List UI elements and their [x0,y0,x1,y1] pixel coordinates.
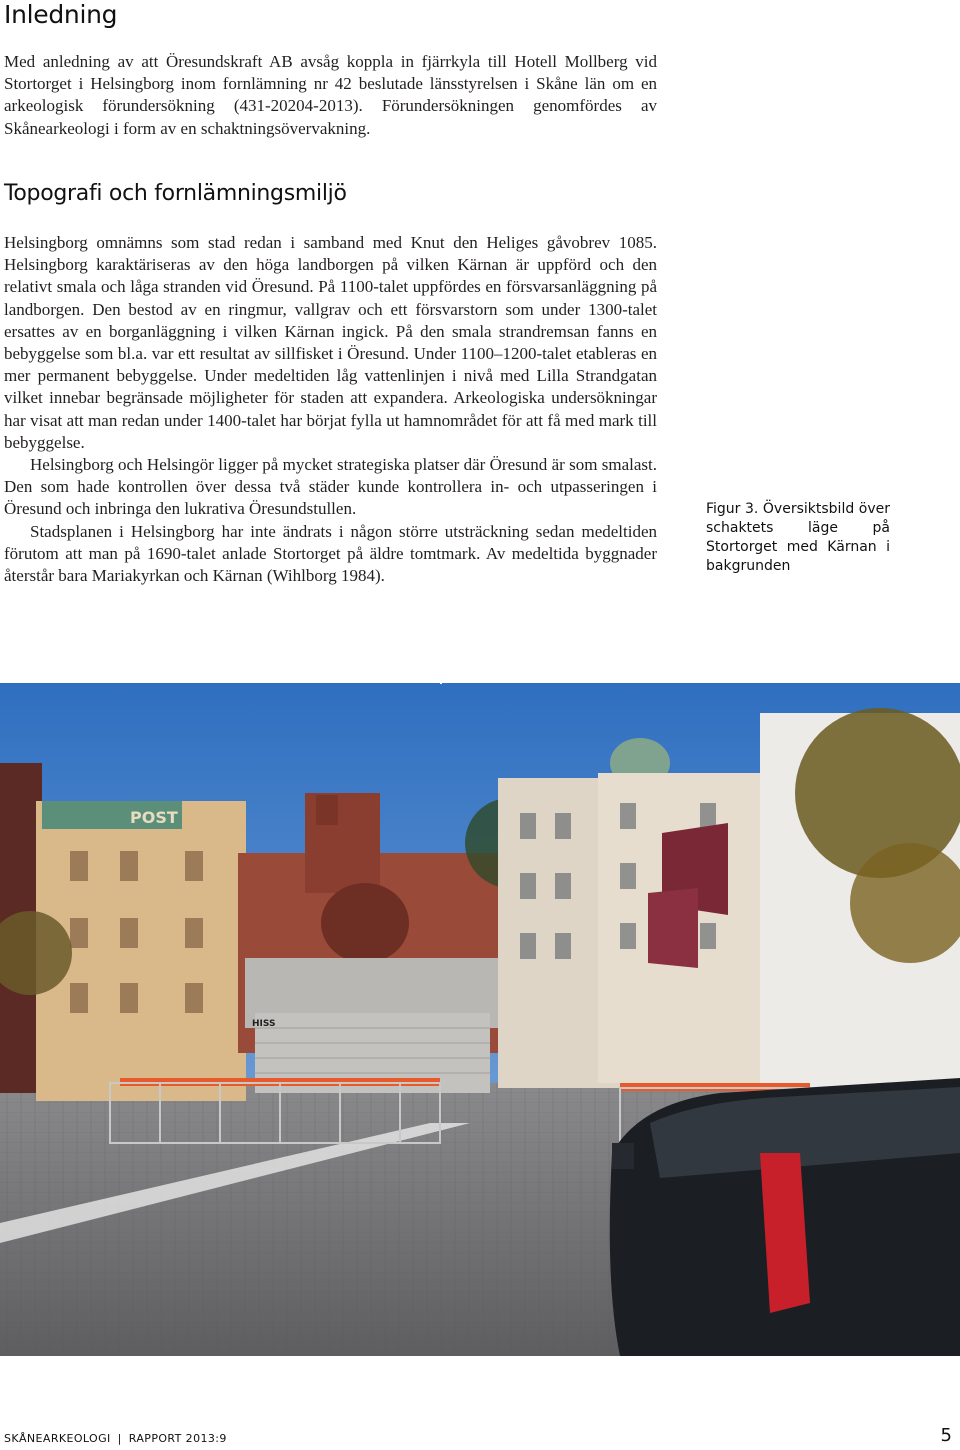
hiss-sign: HISS [252,1019,276,1029]
section-heading-topografi: Topografi och fornlämningsmiljö [4,181,347,206]
intro-paragraph [4,51,657,140]
intro-text: Med anledning av att Öresundskraft AB avsåg koppla in fjärrkyla till Hotell Mollberg vid Stortorget i Helsingborg inom fornlämning nr 42 beslutade länsstyrelsen i Skåne län om en arkeologisk förundersökning (431-20204-2013). Förundersökningen genomfördes av Skånearkeologi i form av en schaktningsövervakning. [4,52,657,138]
figure-caption: Figur 3. Översiktsbild över schaktets läge på Stortorget med Kärnan i bakgrunden [706,501,890,574]
topography-paragraph-1: Helsingborg omnämns som stad redan i samband med Knut den Heliges gåvobrev 1085. Helsingborg karaktäriseras av den höga landborgen på vilken Kärnan är uppförd och den relativt smala och låga stranden vid Öresund. På 1100-talet uppfördes en försvarsanläggning på landborgen. Den bestod av en ringmur, vallgrav och ett försvarstorn som under 1300-talet ersattes av en borganläggning i vilken Kärnan ingick. På den smala strandremsan fanns en bebyggelse som bl.a. var ett resultat av sillfisket i Öresund. Under 1100–1200-talet etableras en mer permanent bebyggelse. Under medeltiden låg vattenlinjen i nivå med Lilla Strandgatan vilket innebar begränsade möjligheter för staden att expandera. Arkeologiska undersökningar har visat att man redan under 1400-talet har börjat fylla ut hamnområdet för att få med mark till bebyggelse. [4,233,657,452]
topography-section [4,232,657,587]
section-heading-inledning: Inledning [4,0,118,29]
footer-publisher: SKÅNEARKEOLOGI [4,1432,111,1445]
photo-stortorget-karnan [0,683,960,1356]
topography-paragraph-2: Helsingborg och Helsingör ligger på mycket strategiska platser där Öresund är som smalast. Den som hade kontrollen över dessa två städer kunde kontrollera in- och utpasseringen i Öresund och inbringa den lukrativa Öresundstullen. [4,455,657,519]
page-footer [4,1432,227,1445]
post-sign: POST [130,808,178,827]
page-number: 5 [940,1425,952,1446]
topography-paragraph-3: Stadsplanen i Helsingborg har inte ändrats i någon större utsträckning sedan medeltiden förutom att man på 1690-talet anlade Stortorget på äldre tomtmark. Av medeltida byggnader återstår bara Mariakyrkan och Kärnan (Wihlborg 1984). [4,521,657,586]
footer-report: RAPPORT 2013:9 [128,1432,227,1445]
footer-separator: | [117,1432,122,1445]
